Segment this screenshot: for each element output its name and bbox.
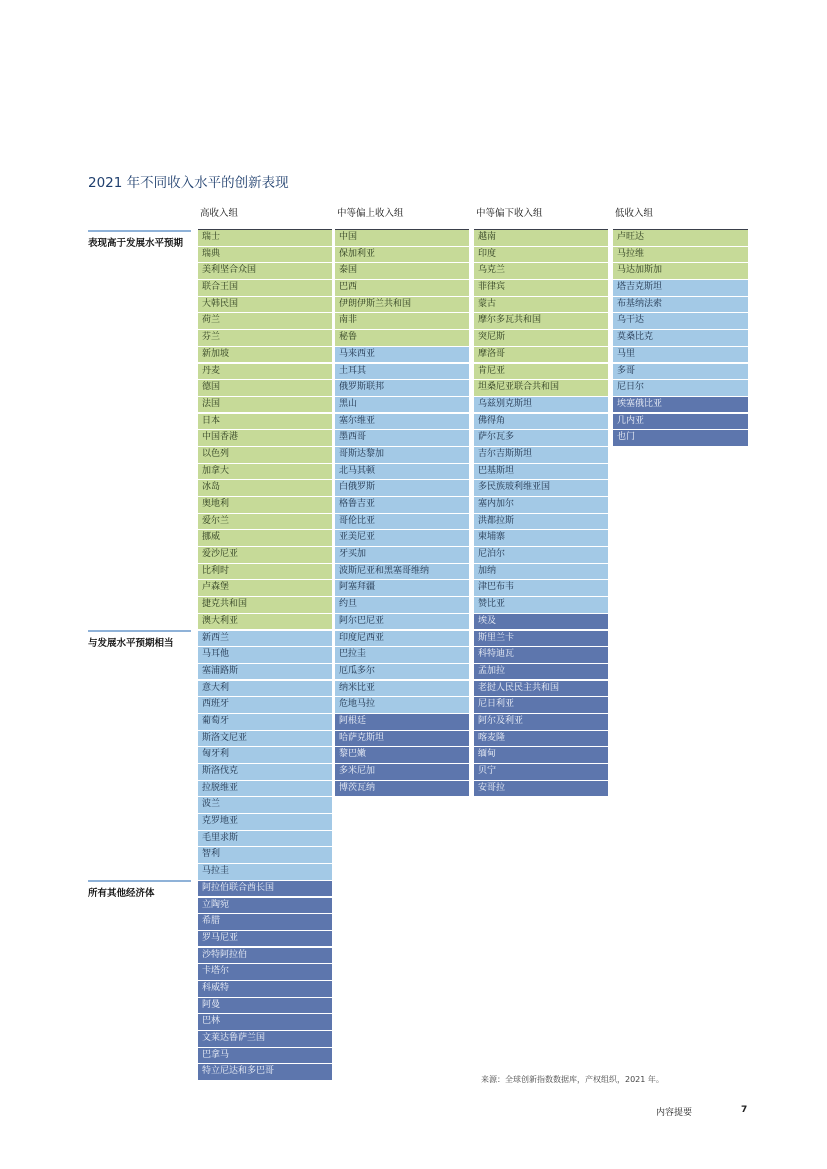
country-cell: 阿尔及利亚 (474, 714, 608, 730)
country-cell: 俄罗斯联邦 (335, 380, 469, 396)
country-cell: 南非 (335, 313, 469, 329)
country-cell: 新加坡 (198, 347, 332, 363)
country-cell: 马里 (613, 347, 748, 363)
country-cell: 法国 (198, 397, 332, 413)
country-cell: 塞尔维亚 (335, 414, 469, 430)
country-cell: 厄瓜多尔 (335, 664, 469, 680)
column-header-upper-middle: 中等偏上收入组 (335, 204, 469, 230)
country-cell: 中国香港 (198, 430, 332, 446)
country-cell: 爱尔兰 (198, 514, 332, 530)
country-cell: 泰国 (335, 263, 469, 279)
country-cell: 塞内加尔 (474, 497, 608, 513)
country-cell: 白俄罗斯 (335, 480, 469, 496)
country-cell: 联合王国 (198, 280, 332, 296)
country-cell: 乌兹别克斯坦 (474, 397, 608, 413)
country-cell: 洪都拉斯 (474, 514, 608, 530)
country-cell: 阿尔巴尼亚 (335, 614, 469, 630)
country-cell: 巴基斯坦 (474, 464, 608, 480)
country-cell: 卢旺达 (613, 230, 748, 246)
country-cell: 津巴布韦 (474, 580, 608, 596)
country-cell: 纳米比亚 (335, 681, 469, 697)
country-cell: 尼日利亚 (474, 697, 608, 713)
country-cell: 安哥拉 (474, 781, 608, 797)
country-cell: 卢森堡 (198, 580, 332, 596)
country-cell: 黑山 (335, 397, 469, 413)
footer-section-title: 内容提要 (656, 1108, 693, 1118)
country-cell: 科威特 (198, 981, 332, 997)
country-cell: 以色列 (198, 447, 332, 463)
country-cell: 土耳其 (335, 364, 469, 380)
country-cell: 阿曼 (198, 998, 332, 1014)
page-title: 2021 年不同收入水平的创新表现 (88, 175, 289, 191)
row-group-label-below: 所有其他经济体 (88, 880, 191, 899)
country-cell: 突尼斯 (474, 330, 608, 346)
country-cell: 新西兰 (198, 631, 332, 647)
country-cell: 多哥 (613, 364, 748, 380)
column-lower-middle-income (474, 230, 608, 797)
country-cell: 中国 (335, 230, 469, 246)
country-cell: 坦桑尼亚联合共和国 (474, 380, 608, 396)
country-cell: 马拉圭 (198, 864, 332, 880)
column-upper-middle-income (335, 230, 469, 797)
country-cell: 捷克共和国 (198, 597, 332, 613)
column-header-high: 高收入组 (198, 204, 332, 230)
country-cell: 莫桑比克 (613, 330, 748, 346)
country-cell: 罗马尼亚 (198, 931, 332, 947)
country-cell: 格鲁吉亚 (335, 497, 469, 513)
country-cell: 希腊 (198, 914, 332, 930)
country-cell: 特立尼达和多巴哥 (198, 1064, 332, 1080)
country-cell: 阿拉伯联合酋长国 (198, 881, 332, 897)
country-cell: 塞浦路斯 (198, 664, 332, 680)
country-cell: 印度 (474, 247, 608, 263)
country-cell: 萨尔瓦多 (474, 430, 608, 446)
country-cell: 斯洛伐克 (198, 764, 332, 780)
country-cell: 马拉维 (613, 247, 748, 263)
country-cell: 加纳 (474, 564, 608, 580)
country-cell: 德国 (198, 380, 332, 396)
country-cell: 智利 (198, 847, 332, 863)
row-group-label-inline: 与发展水平预期相当 (88, 630, 191, 649)
country-cell: 墨西哥 (335, 430, 469, 446)
country-cell: 立陶宛 (198, 898, 332, 914)
country-cell: 喀麦隆 (474, 731, 608, 747)
column-low-income (613, 230, 748, 447)
country-cell: 多民族玻利维亚国 (474, 480, 608, 496)
country-cell: 比利时 (198, 564, 332, 580)
country-cell: 波兰 (198, 797, 332, 813)
country-cell: 巴林 (198, 1014, 332, 1030)
country-cell: 丹麦 (198, 364, 332, 380)
country-cell: 尼泊尔 (474, 547, 608, 563)
country-cell: 伊朗伊斯兰共和国 (335, 297, 469, 313)
country-cell: 奥地利 (198, 497, 332, 513)
country-cell: 布基纳法索 (613, 297, 748, 313)
column-header-lower-middle: 中等偏下收入组 (474, 204, 608, 230)
country-cell: 牙买加 (335, 547, 469, 563)
country-cell: 荷兰 (198, 313, 332, 329)
country-cell: 孟加拉 (474, 664, 608, 680)
country-cell: 巴西 (335, 280, 469, 296)
country-cell: 哥伦比亚 (335, 514, 469, 530)
country-cell: 爱沙尼亚 (198, 547, 332, 563)
country-cell: 匈牙利 (198, 747, 332, 763)
country-cell: 斯洛文尼亚 (198, 731, 332, 747)
country-cell: 乌克兰 (474, 263, 608, 279)
country-cell: 哥斯达黎加 (335, 447, 469, 463)
country-cell: 意大利 (198, 681, 332, 697)
country-cell: 北马其顿 (335, 464, 469, 480)
country-cell: 乌干达 (613, 313, 748, 329)
country-cell: 吉尔吉斯斯坦 (474, 447, 608, 463)
country-cell: 贝宁 (474, 764, 608, 780)
country-cell: 埃塞俄比亚 (613, 397, 748, 413)
country-cell: 马达加斯加 (613, 263, 748, 279)
country-cell: 危地马拉 (335, 697, 469, 713)
country-cell: 佛得角 (474, 414, 608, 430)
country-cell: 沙特阿拉伯 (198, 948, 332, 964)
country-cell: 大韩民国 (198, 297, 332, 313)
country-cell: 瑞士 (198, 230, 332, 246)
country-cell: 毛里求斯 (198, 831, 332, 847)
country-cell: 肯尼亚 (474, 364, 608, 380)
country-cell: 阿根廷 (335, 714, 469, 730)
country-cell: 马耳他 (198, 647, 332, 663)
country-cell: 印度尼西亚 (335, 631, 469, 647)
country-cell: 秘鲁 (335, 330, 469, 346)
country-cell: 埃及 (474, 614, 608, 630)
country-cell: 保加利亚 (335, 247, 469, 263)
country-cell: 博茨瓦纳 (335, 781, 469, 797)
country-cell: 科特迪瓦 (474, 647, 608, 663)
country-cell: 巴拿马 (198, 1048, 332, 1064)
country-cell: 多米尼加 (335, 764, 469, 780)
country-cell: 老挝人民民主共和国 (474, 681, 608, 697)
country-cell: 挪威 (198, 530, 332, 546)
country-cell: 柬埔寨 (474, 530, 608, 546)
country-cell: 尼日尔 (613, 380, 748, 396)
row-group-label-above: 表现高于发展水平预期 (88, 230, 191, 249)
country-cell: 西班牙 (198, 697, 332, 713)
country-cell: 赞比亚 (474, 597, 608, 613)
country-cell: 亚美尼亚 (335, 530, 469, 546)
country-cell: 瑞典 (198, 247, 332, 263)
country-cell: 马来西亚 (335, 347, 469, 363)
source-note: 来源：全球创新指数数据库，产权组织，2021 年。 (481, 1075, 664, 1084)
page-number: 7 (741, 1105, 748, 1115)
country-cell: 哈萨克斯坦 (335, 731, 469, 747)
country-cell: 芬兰 (198, 330, 332, 346)
country-cell: 日本 (198, 414, 332, 430)
column-header-low: 低收入组 (613, 204, 748, 230)
column-high-income (198, 230, 332, 1081)
country-cell: 菲律宾 (474, 280, 608, 296)
country-cell: 摩尔多瓦共和国 (474, 313, 608, 329)
country-cell: 塔吉克斯坦 (613, 280, 748, 296)
country-cell: 波斯尼亚和黑塞哥维纳 (335, 564, 469, 580)
country-cell: 几内亚 (613, 414, 748, 430)
country-cell: 美利坚合众国 (198, 263, 332, 279)
country-cell: 拉脱维亚 (198, 781, 332, 797)
country-cell: 克罗地亚 (198, 814, 332, 830)
country-cell: 摩洛哥 (474, 347, 608, 363)
country-cell: 越南 (474, 230, 608, 246)
country-cell: 卡塔尔 (198, 964, 332, 980)
country-cell: 加拿大 (198, 464, 332, 480)
country-cell: 澳大利亚 (198, 614, 332, 630)
country-cell: 冰岛 (198, 480, 332, 496)
country-cell: 缅甸 (474, 747, 608, 763)
country-cell: 巴拉圭 (335, 647, 469, 663)
country-cell: 葡萄牙 (198, 714, 332, 730)
country-cell: 文莱达鲁萨兰国 (198, 1031, 332, 1047)
country-cell: 阿塞拜疆 (335, 580, 469, 596)
country-cell: 也门 (613, 430, 748, 446)
country-cell: 黎巴嫩 (335, 747, 469, 763)
country-cell: 蒙古 (474, 297, 608, 313)
country-cell: 约旦 (335, 597, 469, 613)
country-cell: 斯里兰卡 (474, 631, 608, 647)
